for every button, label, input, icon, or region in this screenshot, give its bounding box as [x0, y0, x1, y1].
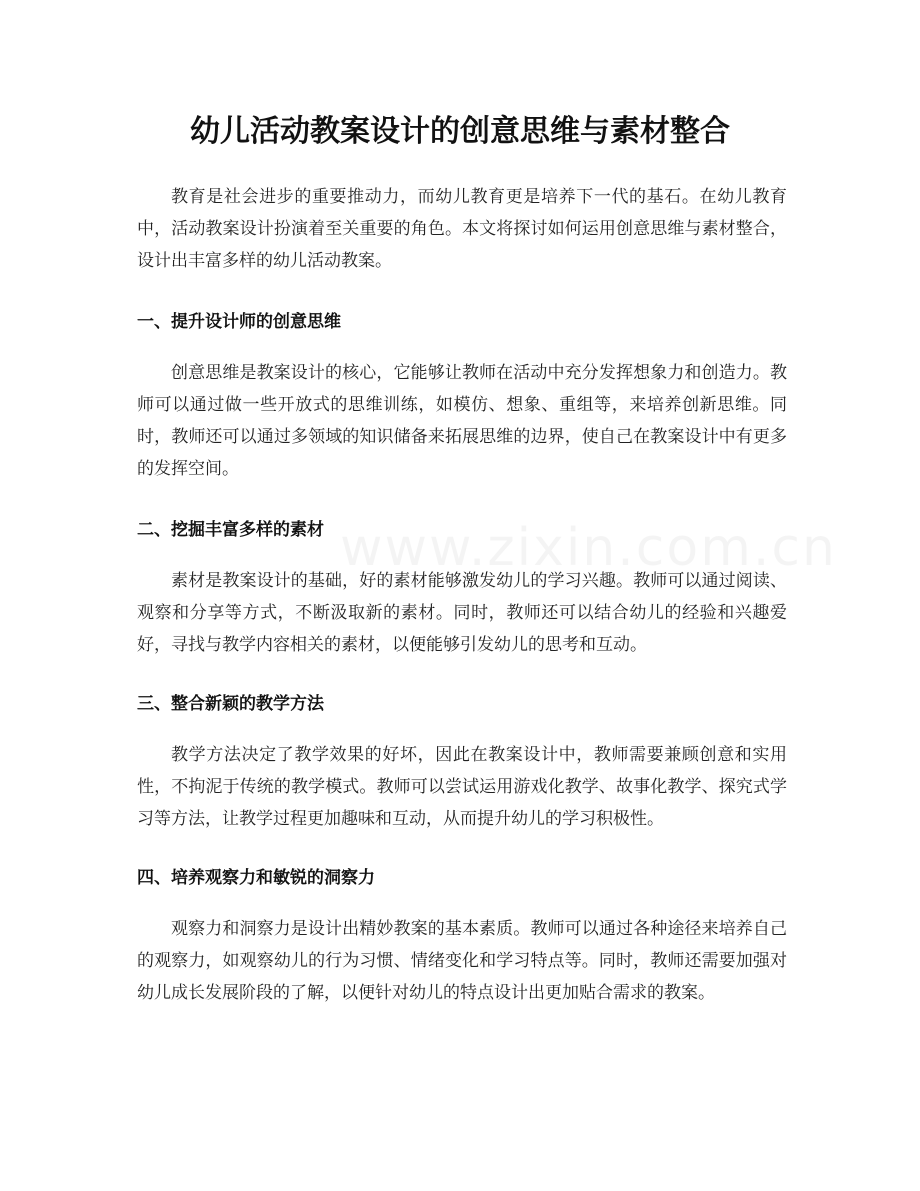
document-title: 幼儿活动教案设计的创意思维与素材整合 — [190, 114, 730, 149]
section-1-heading: 一、提升设计师的创意思维 — [137, 312, 341, 332]
section-4-body: 观察力和洞察力是设计出精妙教案的基本素质。教师可以通过各种途径来培养自己的观察力，如观察幼儿的行为习惯、情绪变化和学习特点等。同时，教师还需要加强对幼儿成长发展阶段的了解，以便针对幼儿的特点设计出更加贴合需求的教案。 — [137, 919, 787, 1003]
section-2-body: 素材是教案设计的基础，好的素材能够激发幼儿的学习兴趣。教师可以通过阅读、观察和分享等方式，不断汲取新的素材。同时，教师还可以结合幼儿的经验和兴趣爱好，寻找与教学内容相关的素材，以便能够引发幼儿的思考和互动。 — [137, 571, 787, 655]
section-3-heading: 三、整合新颖的教学方法 — [137, 694, 324, 714]
section-4-heading: 四、培养观察力和敏锐的洞察力 — [137, 868, 375, 888]
intro-paragraph: 教育是社会进步的重要推动力，而幼儿教育更是培养下一代的基石。在幼儿教育中，活动教案设计扮演着至关重要的角色。本文将探讨如何运用创意思维与素材整合，设计出丰富多样的幼儿活动教案。 — [137, 187, 787, 271]
section-3-body: 教学方法决定了教学效果的好坏，因此在教案设计中，教师需要兼顾创意和实用性，不拘泥于传统的教学模式。教师可以尝试运用游戏化教学、故事化教学、探究式学习等方法，让教学过程更加趣味和互动，从而提升幼儿的学习积极性。 — [137, 745, 787, 829]
section-1-body: 创意思维是教案设计的核心，它能够让教师在活动中充分发挥想象力和创造力。教师可以通过做一些开放式的思维训练，如模仿、想象、重组等，来培养创新思维。同时，教师还可以通过多领域的知识储备来拓展思维的边界，使自己在教案设计中有更多的发挥空间。 — [137, 363, 787, 479]
section-2-heading: 二、挖掘丰富多样的素材 — [137, 520, 324, 540]
